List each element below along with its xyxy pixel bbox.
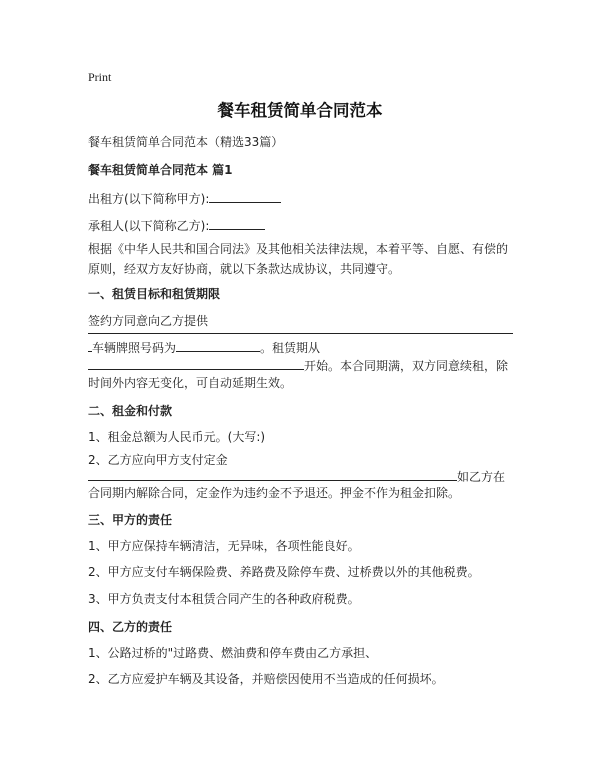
clause-line: 1、公路过桥的"过路费、燃油费和停车费由乙方承担、 (88, 646, 378, 660)
clause-text: 。租赁期从 (260, 341, 321, 355)
clause-line (88, 467, 505, 485)
clause-line: 3、甲方负责支付本租赁合同产生的各种政府税费。 (88, 592, 360, 606)
print-link[interactable]: Print (88, 70, 112, 84)
fill-blank-line (88, 333, 513, 334)
lessee-line (88, 216, 265, 234)
clause-text: 如乙方在 (457, 470, 506, 484)
lessor-blank (209, 189, 281, 203)
clause-line: 合同期内解除合同，定金作为违约金不予退还。押金不作为租金扣除。 (88, 486, 461, 500)
clause-line (88, 338, 320, 356)
clause-text: 车辆牌照号码为 (92, 341, 177, 355)
deposit-blank (88, 467, 457, 481)
clause-line (88, 356, 508, 374)
lessor-label: 出租方(以下简称甲方): (88, 192, 210, 206)
clause-text: 开始。本合同期满，双方同意续租，除 (304, 359, 509, 373)
lessee-blank (209, 216, 265, 230)
section-heading: 一、租赁目标和租赁期限 (88, 287, 221, 301)
lessor-line (88, 189, 281, 207)
clause-line: 签约方同意向乙方提供 (88, 314, 209, 328)
section-heading: 三、甲方的责任 (88, 513, 173, 527)
clause-line: 时间外内容无变化，可自动延期生效。 (88, 376, 293, 390)
clause-line: 1、甲方应保持车辆清洁，无异味，各项性能良好。 (88, 539, 360, 553)
intro-paragraph: 根据《中华人民共和国合同法》及其他相关法律法规，本着平等、自愿、有偿的原则，经双方友好协商，就以下条款达成协议，共同遵守。 (88, 242, 509, 276)
clause-line: 2、甲方应支付车辆保险费、养路费及除停车费、过桥费以外的其他税费。 (88, 565, 480, 579)
clause-line: 2、乙方应爱护车辆及其设备，并赔偿因使用不当造成的任何损坏。 (88, 672, 444, 686)
section-heading: 四、乙方的责任 (88, 620, 173, 634)
section-title: 餐车租赁简单合同范本 篇1 (88, 163, 233, 177)
clause-line: 2、乙方应向甲方支付定金 (88, 453, 228, 467)
plate-number-blank (176, 338, 260, 352)
clause-line: 1、租金总额为人民币元。(大写:) (88, 430, 266, 444)
document-subtitle: 餐车租赁简单合同范本（精选33篇） (88, 135, 284, 149)
section-heading: 二、租金和付款 (88, 404, 173, 418)
lessee-label: 承租人(以下简称乙方): (88, 219, 210, 233)
document-title: 餐车租赁简单合同范本 (217, 101, 383, 120)
lease-start-blank (88, 356, 304, 370)
